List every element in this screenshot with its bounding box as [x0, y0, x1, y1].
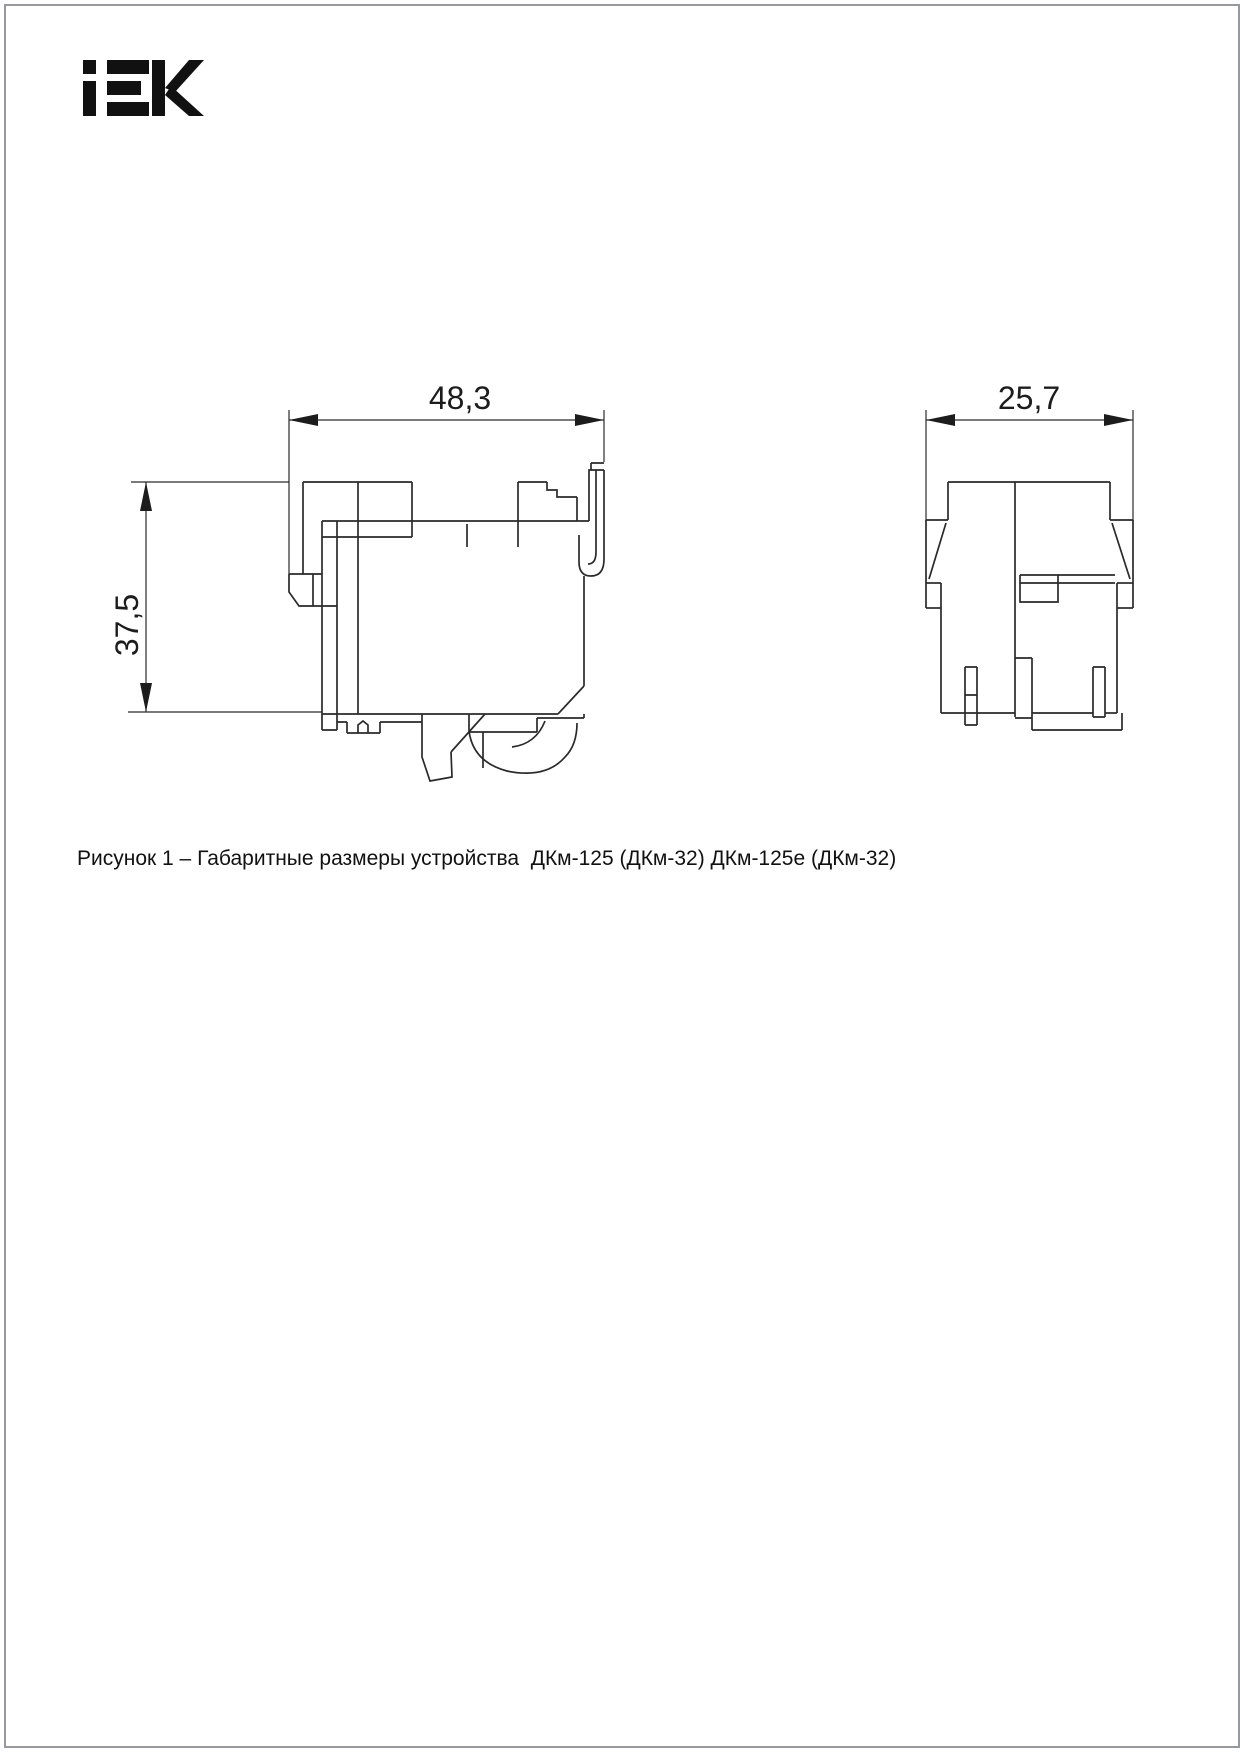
figure-caption: Рисунок 1 – Габаритные размеры устройства ДКм-125 (ДКм-32) ДКм-125е (ДКм-32)	[77, 847, 897, 870]
dimension-label-height: 37,5	[109, 593, 145, 657]
front-view	[926, 482, 1133, 730]
arrow-up-icon	[140, 482, 152, 511]
dimension-height	[109, 482, 322, 712]
arrow-right-icon	[575, 414, 604, 426]
arrow-left-icon	[926, 414, 955, 426]
arrow-down-icon	[140, 683, 152, 712]
arrow-right-icon	[1104, 414, 1133, 426]
dimension-label-side-width: 48,3	[428, 380, 492, 416]
dimension-front-width	[926, 380, 1133, 521]
side-view	[289, 463, 604, 781]
arrow-left-icon	[289, 414, 318, 426]
dimension-label-front-width: 25,7	[997, 380, 1061, 416]
